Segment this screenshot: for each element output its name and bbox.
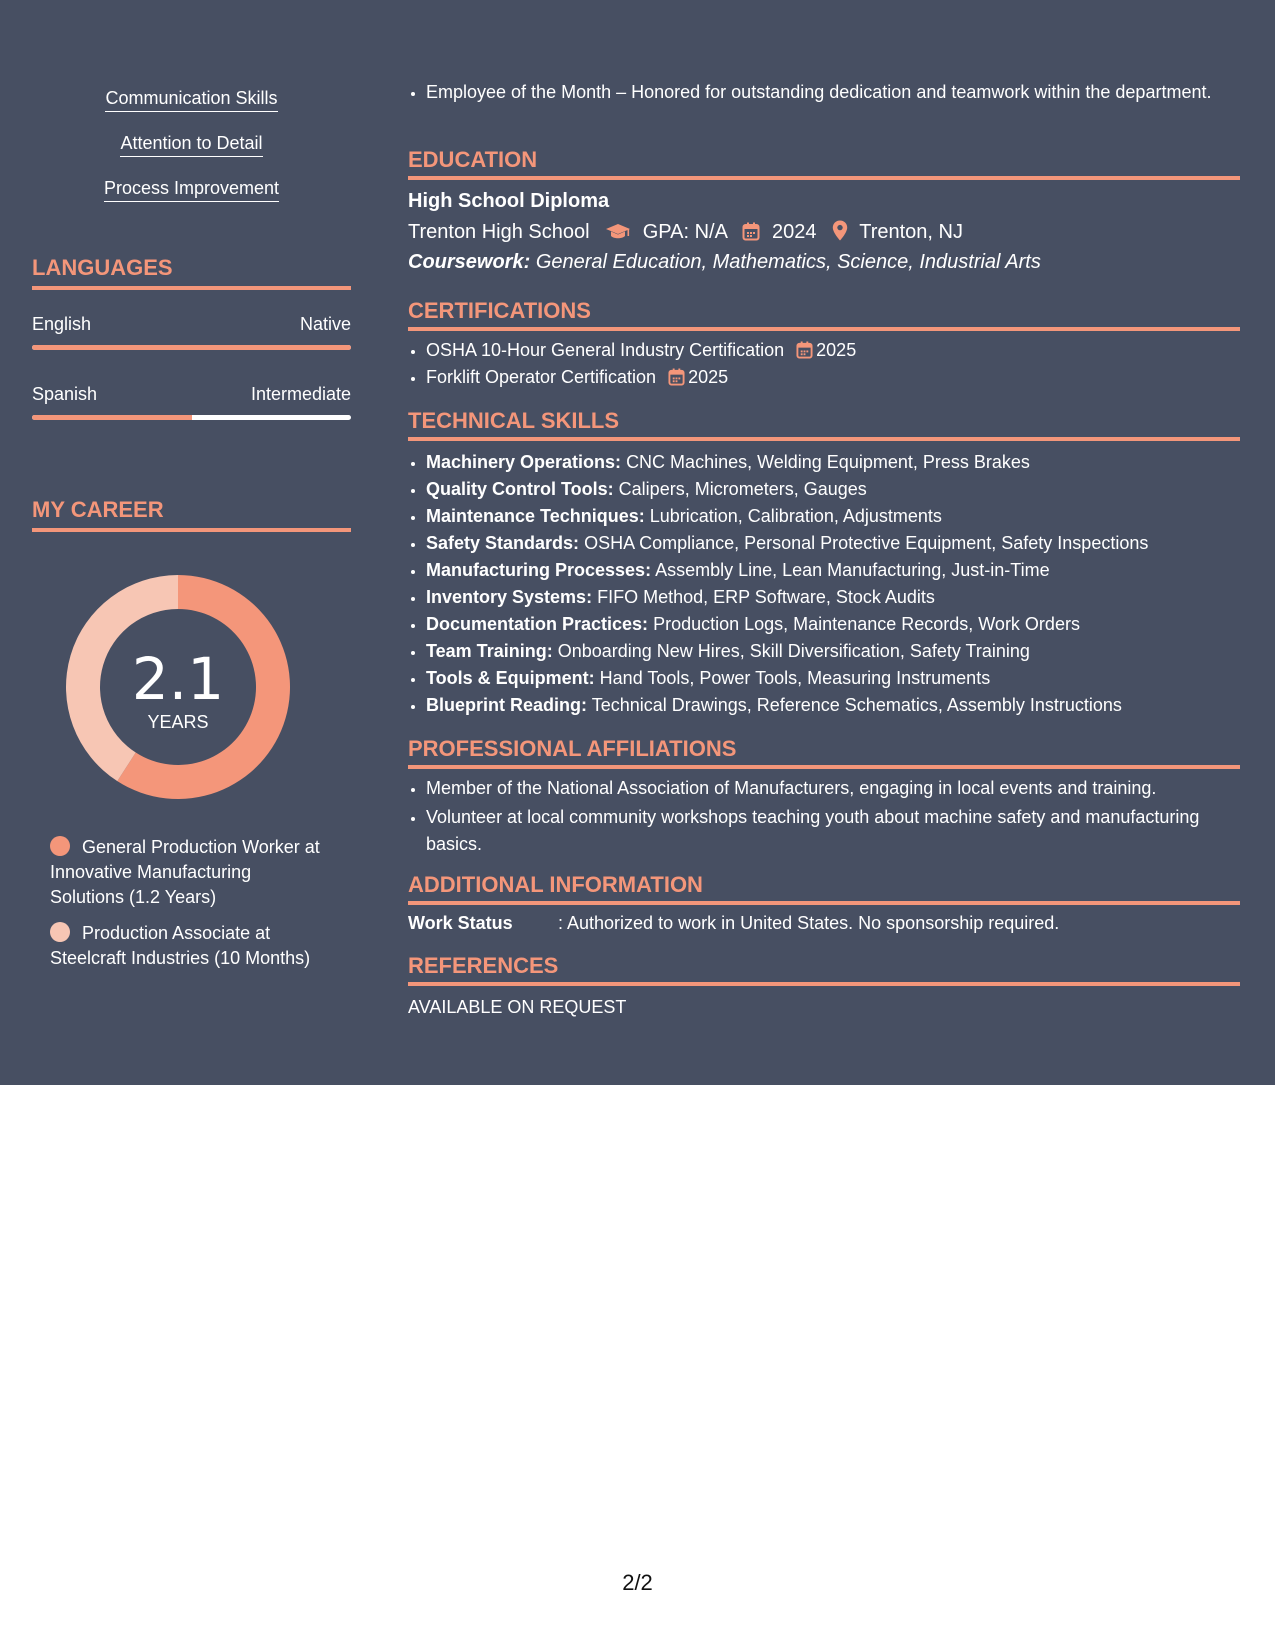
page-number: 2/2 [622,1570,653,1595]
technical-skill-value: Hand Tools, Power Tools, Measuring Instruments [599,668,991,688]
technical-skill-item [426,692,1246,719]
technical-skills-heading: TECHNICAL SKILLS [408,408,1240,441]
certification-name: OSHA 10-Hour General Industry Certification [426,340,785,360]
technical-skill-value: Calipers, Micrometers, Gauges [618,479,867,499]
awards-list [408,79,1226,106]
languages-heading: LANGUAGES [32,255,351,290]
technical-skill-value: FIFO Method, ERP Software, Stock Audits [597,587,935,607]
language-level-bar [32,345,351,350]
affiliation-item: • Volunteer at local community workshops teaching youth about machine safety and manufacturing basics. [426,804,1226,858]
career-total: 2.1 [131,645,225,713]
technical-skill-label: Machinery Operations: [426,452,622,472]
technical-skill-value: Lubrication, Calibration, Adjustments [649,506,942,526]
legend-dot [50,836,70,856]
technical-skill-item [426,530,1246,557]
technical-skill-value: CNC Machines, Welding Equipment, Press Brakes [626,452,1030,472]
certification-year: 2025 [816,340,857,360]
calendar-icon [742,222,760,241]
work-status-label: Work Status [408,913,513,933]
degree-title: High School Diploma [408,190,610,212]
career-role: General Production Worker at Innovative Manufacturing Solutions (1.2 Years) [50,837,320,907]
certification-name: Forklift Operator Certification [426,367,657,387]
certification-item [426,337,1226,364]
technical-skill-label: Maintenance Techniques: [426,506,645,526]
career-legend-item [50,921,320,971]
affiliation-item: • Member of the National Association of Manufacturers, engaging in local events and training. [426,775,1226,802]
language-level-fill [32,415,192,420]
career-role: Production Associate at Steelcraft Industries (10 Months) [50,923,311,968]
award-item: • Employee of the Month – Honored for outstanding dedication and teamwork within the department. [426,79,1226,106]
technical-skill-label: Documentation Practices: [426,614,649,634]
gpa: GPA: N/A [642,221,727,243]
technical-skill-item [426,665,1246,692]
technical-skill-value: Onboarding New Hires, Skill Diversification, Safety Training [557,641,1030,661]
work-status [408,911,1059,935]
calendar-icon [796,341,813,359]
technical-skill-label: Manufacturing Processes: [426,560,652,580]
school-location: Trenton, NJ [859,221,963,243]
certification-item [426,364,1226,391]
work-status-value: : Authorized to work in United States. No sponsorship required. [558,913,1060,933]
technical-skill-item [426,638,1246,665]
references-value: AVAILABLE ON REQUEST [408,997,627,1017]
education-details [408,219,963,245]
soft-skills-list [32,88,351,223]
location-pin-icon [832,220,848,241]
language-level: Native [299,314,351,334]
technical-skill-label: Tools & Equipment: [426,668,595,688]
skill-tag: Attention to Detail [120,133,262,157]
affiliations-heading: PROFESSIONAL AFFILIATIONS [408,736,1240,769]
technical-skill-value: Assembly Line, Lean Manufacturing, Just-in-Time [655,560,1050,580]
skill-tag: Communication Skills [105,88,277,112]
references-heading: REFERENCES [408,953,1240,986]
technical-skill-item [426,584,1246,611]
certifications-heading: CERTIFICATIONS [408,298,1240,331]
coursework-label: Coursework: [408,251,531,273]
technical-skill-item [426,503,1246,530]
technical-skill-value: OSHA Compliance, Personal Protective Equipment, Safety Inspections [584,533,1149,553]
certifications-list [408,337,1226,391]
language-english [32,313,351,350]
career-legend-item [50,835,320,910]
technical-skill-value: Technical Drawings, Reference Schematics, Assembly Instructions [591,695,1122,715]
coursework [408,249,1041,275]
career-donut-chart [66,575,290,799]
technical-skills-list [408,449,1246,719]
language-level-bar [32,415,351,420]
technical-skill-label: Team Training: [426,641,553,661]
language-level: Intermediate [250,384,351,404]
technical-skill-label: Blueprint Reading: [426,695,587,715]
technical-skill-item [426,611,1246,638]
additional-info-heading: ADDITIONAL INFORMATION [408,872,1240,905]
legend-dot [50,922,70,942]
technical-skill-label: Quality Control Tools: [426,479,614,499]
career-unit: YEARS [147,712,209,732]
language-name: Spanish [32,384,98,404]
technical-skill-item [426,449,1246,476]
technical-skill-item [426,557,1246,584]
skill-tag: Process Improvement [104,178,279,202]
education-heading: EDUCATION [408,147,1240,180]
certification-year: 2025 [688,367,729,387]
affiliations-list [408,775,1226,858]
technical-skill-label: Inventory Systems: [426,587,593,607]
technical-skill-value: Production Logs, Maintenance Records, Work Orders [653,614,1080,634]
technical-skill-label: Safety Standards: [426,533,580,553]
career-heading: MY CAREER [32,497,351,532]
coursework-value: General Education, Mathematics, Science, Industrial Arts [535,251,1041,273]
technical-skill-item [426,476,1246,503]
language-name: English [32,314,92,334]
graduation-cap-icon [605,223,631,241]
calendar-icon [668,368,685,386]
school-name: Trenton High School [408,221,590,243]
graduation-year: 2024 [771,221,817,243]
language-spanish [32,383,351,420]
language-level-fill [32,345,351,350]
